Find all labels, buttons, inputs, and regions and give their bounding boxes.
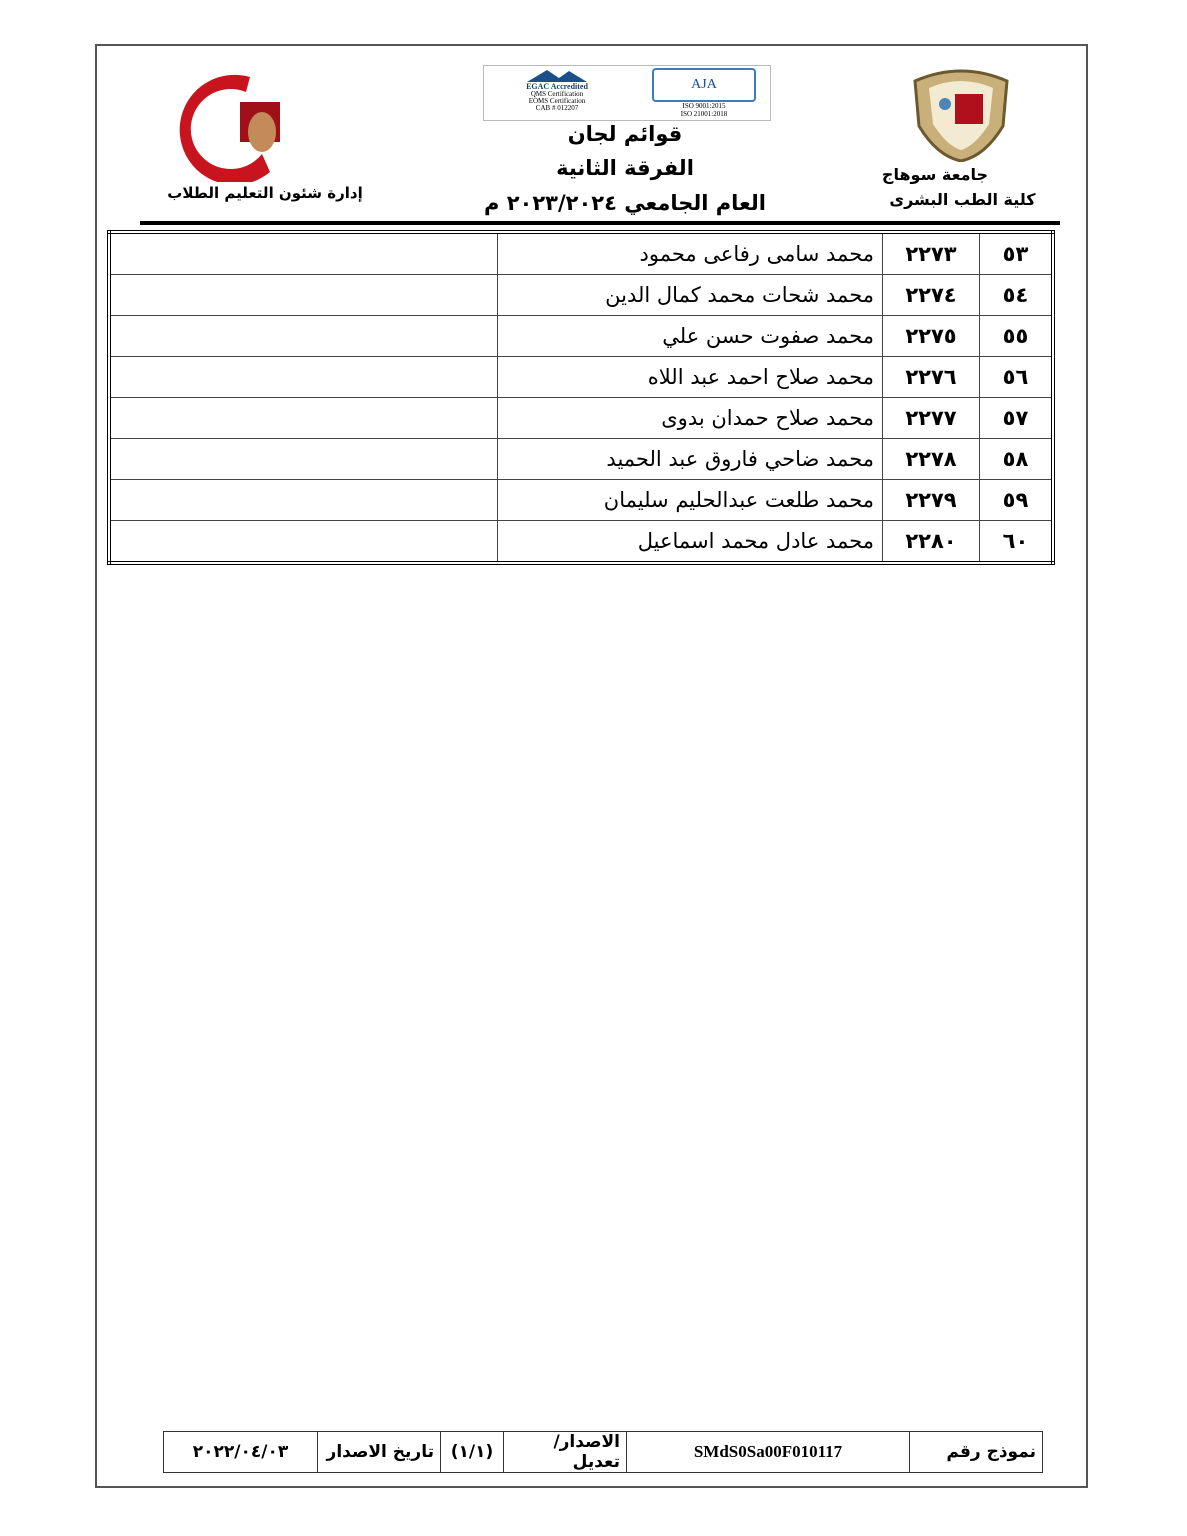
student-name: محمد صفوت حسن علي [498,316,883,357]
notes-cell [109,232,498,275]
title-line-2: الفرقة الثانية [556,156,694,180]
row-index: ٥٩ [980,480,1054,521]
header-divider [140,221,1060,225]
table-row [109,398,1053,439]
certification-logos: EGAC Accredited QMS Certification EOMS Certification CAB # 012207 AJA ISO 9001:2015 ISO 21001:2018 [483,65,771,121]
notes-cell [109,316,498,357]
student-name: محمد صلاح حمدان بدوى [498,398,883,439]
table-row [109,480,1053,521]
sohag-university-logo [905,66,1017,162]
student-name: محمد سامى رفاعى محمود [498,232,883,275]
table-row [109,439,1053,480]
seat-number: ٢٢٧٦ [883,357,980,398]
student-name: محمد طلعت عبدالحليم سليمان [498,480,883,521]
row-index: ٥٤ [980,275,1054,316]
notes-cell [109,480,498,521]
notes-cell [109,398,498,439]
student-name: محمد شحات محمد كمال الدين [498,275,883,316]
edition-label: الاصدار/تعديل [504,1432,627,1473]
egac-logo: EGAC Accredited QMS Certification EOMS Certification CAB # 012207 [502,68,612,112]
row-index: ٥٦ [980,357,1054,398]
table-row [109,232,1053,275]
title-line-1: قوائم لجان [567,122,683,146]
student-name: محمد عادل محمد اسماعيل [498,521,883,564]
table-row [109,316,1053,357]
student-name: محمد صلاح احمد عبد اللاه [498,357,883,398]
seat-number: ٢٢٧٧ [883,398,980,439]
row-index: ٦٠ [980,521,1054,564]
row-index: ٥٥ [980,316,1054,357]
edition-value: (١/١) [441,1432,504,1473]
row-index: ٥٨ [980,439,1054,480]
student-table [107,230,1055,565]
notes-cell [109,275,498,316]
faculty-of-medicine-logo [150,62,320,182]
academic-year: العام الجامعي ٢٠٢٣/٢٠٢٤ م [484,191,766,215]
row-index: ٥٧ [980,398,1054,439]
faculty-name: كلية الطب البشرى [889,190,1036,209]
issue-date-value: ٢٠٢٢/٠٤/٠٣ [164,1432,318,1473]
seat-number: ٢٢٧٤ [883,275,980,316]
table-row [109,275,1053,316]
table-row [109,357,1053,398]
row-index: ٥٣ [980,232,1054,275]
notes-cell [109,521,498,564]
university-name: جامعة سوهاج [881,165,989,184]
notes-cell [109,357,498,398]
issue-date-label: تاريخ الاصدار [318,1432,441,1473]
form-number-label: نموذج رقم [910,1432,1043,1473]
seat-number: ٢٢٧٨ [883,439,980,480]
form-number-value: SMdS0Sa00F010117 [627,1432,910,1473]
seat-number: ٢٢٧٣ [883,232,980,275]
aja-logo: AJA [652,68,756,102]
department-name: إدارة شئون التعليم الطلاب [167,184,363,202]
seat-number: ٢٢٨٠ [883,521,980,564]
table-row [109,521,1053,564]
seat-number: ٢٢٧٩ [883,480,980,521]
seat-number: ٢٢٧٥ [883,316,980,357]
form-footer [163,1431,1043,1473]
student-name: محمد ضاحي فاروق عبد الحميد [498,439,883,480]
notes-cell [109,439,498,480]
